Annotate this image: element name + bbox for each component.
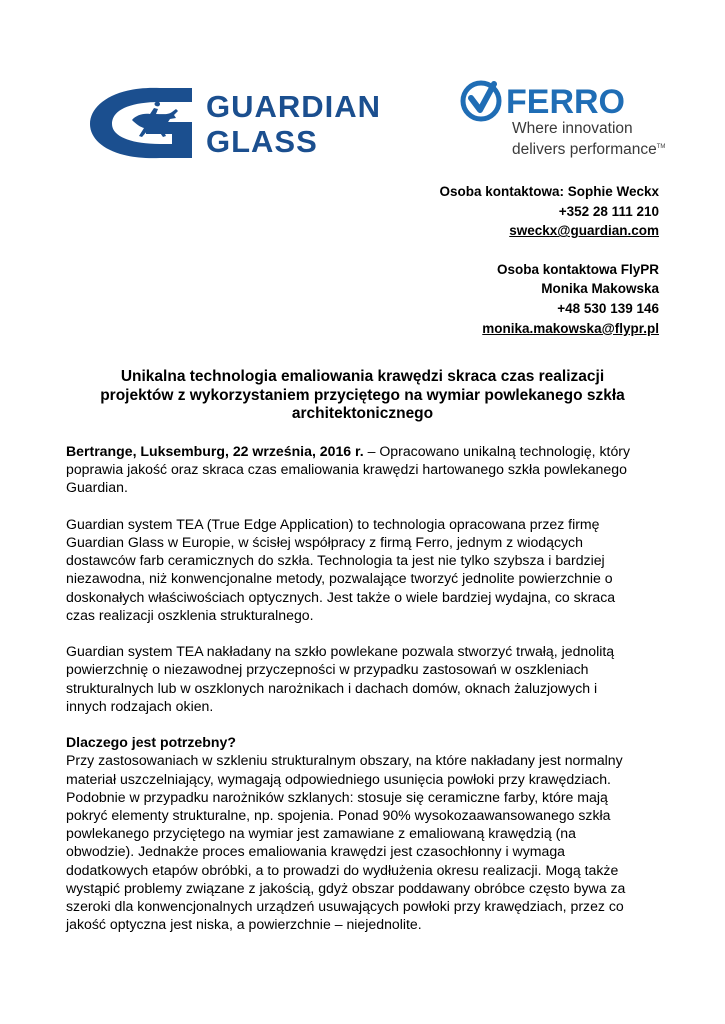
- text-line: dostawców farb ceramicznych do szkła. Technologia ta jest nie tylko szybsza i bardziej: [66, 552, 605, 569]
- text-line: strukturalnych lub w oszklonych narożnikach i dachach domów, oknach żaluzjowych i: [66, 679, 598, 696]
- text-line: niezawodna, niż konwencjonalne metody, pozwalające tworzyć jednolite powierzchnie o: [66, 570, 613, 587]
- text-line: powierzchnię o niezawodnej przyczepności w przypadku zastosowań w oszkleniach: [66, 661, 589, 678]
- text-line: Przy zastosowaniach w szkleniu strukturalnym obszary, na które nakładany jest normalny: [66, 752, 623, 769]
- dateline: Bertrange, Luksemburg, 22 września, 2016 r.: [66, 443, 364, 459]
- headline-line-2: projektów z wykorzystaniem przyciętego na wymiar powlekanego szkła: [100, 386, 625, 404]
- text-line: Podobnie w przypadku narożników szklanych: stosuje się ceramiczne farby, które mają: [66, 788, 608, 805]
- intro-line-1-text: – Opracowano unikalną technologię, który: [363, 443, 631, 459]
- text-line: dodatkowych etapów obróbki, a to prowadzi do wydłużenia okresu realizacji. Mogą także: [66, 861, 619, 878]
- text-line: Guardian system TEA (True Edge Application) to technologia opracowana przez firmę: [66, 515, 600, 532]
- text-line: wystąpić problemy związane z jakością, gdyż obszar poddawany obróbce często bywa za: [66, 879, 626, 896]
- contact-label-2: Osoba kontaktowa FlyPR: [496, 261, 659, 277]
- text-line: innych rodzajach okien.: [66, 697, 214, 714]
- text-line: jakość optyczna jest niska, a powierzchnie – niejednolite.: [66, 916, 422, 933]
- ferro-check-icon: [471, 84, 494, 110]
- contact-phone-2: +48 530 139 146: [557, 300, 659, 316]
- text-line: szeroki dla konwencjonalnych urządzeń usuwających powłoki przy krawędziach, przez co: [66, 898, 624, 915]
- contact-label-1: Osoba kontaktowa: Sophie Weckx: [439, 184, 659, 199]
- ferro-tagline-line1: Where innovation: [512, 120, 633, 137]
- contact-name-2: Monika Makowska: [541, 281, 659, 297]
- headline-line-1: Unikalna technologia emaliowania krawędzi skraca czas realizacji: [120, 368, 605, 385]
- text-line: Guardian Glass w Europie, w ścisłej współpracy z firmą Ferro, jednym z wiodących: [66, 534, 583, 550]
- text-line: powlekanego przyciętego na wymiar jest zamawiane z emaliowaną krawędzią (na: [66, 825, 576, 842]
- contact-block: [439, 182, 659, 338]
- text-line: Guardian system TEA nakładany na szkło powlekane pozwala stworzyć trwałą, jednolitą: [66, 643, 615, 660]
- text-line: pokryć elementy strukturalne, np. spojenia. Ponad 90% wysokozaawansowanego szkła: [66, 807, 611, 824]
- guardian-wordmark: GUARDIAN: [206, 89, 382, 124]
- press-release-headline: [66, 368, 659, 424]
- section-heading: Dlaczego jest potrzebny?: [66, 734, 236, 751]
- ferro-tagline-text: delivers performance: [512, 141, 657, 159]
- contact-email-link-2[interactable]: monika.makowska@flypr.pl: [482, 320, 659, 336]
- paragraph-tea-description: [66, 515, 666, 624]
- contact-spacer: [439, 241, 659, 260]
- trademark: TM: [656, 144, 666, 150]
- ferro-wordmark: FERRO: [506, 83, 625, 121]
- text-line: czas realizacji oszklenia strukturalnego.: [66, 606, 314, 623]
- text-line: doskonałych właściwościach optycznych. Jest także o wiele bardziej wydajna, co skraca: [66, 588, 616, 605]
- contact-phone-1: +352 28 111 210: [558, 203, 659, 219]
- glass-wordmark: GLASS: [206, 124, 318, 159]
- text-line: obwodzie). Jednakże proces emaliowania krawędzi jest czasochłonny i wymaga: [66, 843, 566, 860]
- contact-email-link-1[interactable]: sweckx@guardian.com: [509, 223, 659, 239]
- guardian-glass-logo: [88, 82, 428, 162]
- headline-line-3: architektonicznego: [291, 405, 434, 422]
- ferro-tagline-line2: [512, 138, 665, 159]
- ferro-tagline: [512, 119, 665, 159]
- press-release-body: [66, 442, 666, 952]
- paragraph-why-needed: [66, 733, 666, 933]
- intro-line-1: [66, 442, 666, 460]
- text-line: materiał uszczelniający, wymagają odpowiedniego usunięcia powłoki przy krawędziach.: [66, 770, 611, 787]
- paragraph-tea-application: [66, 642, 666, 715]
- intro-line-3: Guardian.: [66, 479, 128, 496]
- intro-line-2: poprawia jakość oraz skraca czas emaliowania krawędzi hartowanego szkła powlekanego: [66, 461, 627, 478]
- paragraph-intro: [66, 442, 666, 497]
